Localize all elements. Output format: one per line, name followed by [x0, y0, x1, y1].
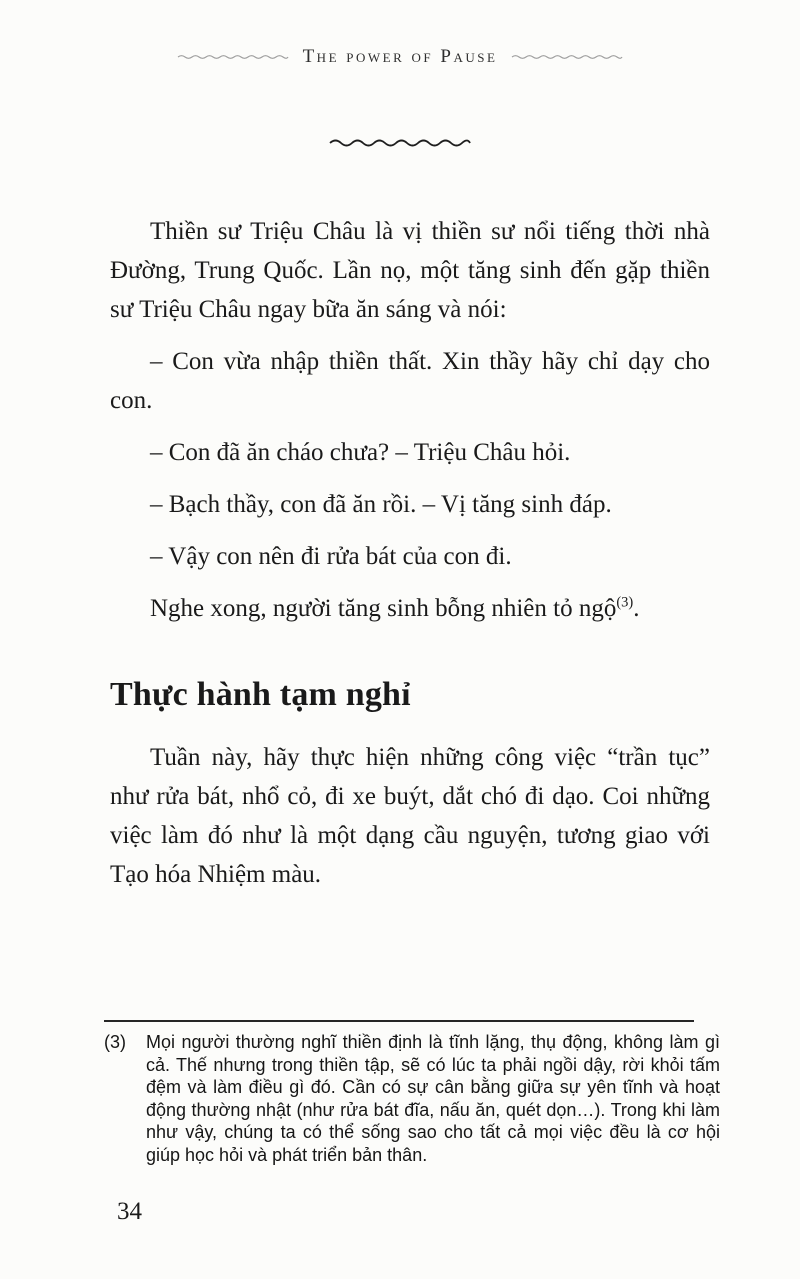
story-paragraph: Thiền sư Triệu Châu là vị thiền sư nổi tiếng thời nhà Đường, Trung Quốc. Lần nọ, một tăng sinh đến gặp thiền sư Triệu Châu ngay bữa ăn sáng và nói:: [110, 218, 710, 323]
footnote-block: [104, 1020, 720, 1166]
closing-text: Nghe xong, người tăng sinh bỗng nhiên tỏ ngộ: [150, 595, 617, 622]
section-ornament: [0, 136, 800, 154]
running-header: [0, 46, 800, 68]
story-closing-line: [110, 589, 710, 628]
header-wave-right-icon: [511, 53, 623, 61]
practice-paragraph: Tuần này, hãy thực hiện những công việc “trần tục” như rửa bát, nhổ cỏ, đi xe buýt, dắt chó đi dạo. Coi những việc làm đó như là một dạng cầu nguyện, tương giao với Tạo hóa Nhiệm màu.: [110, 744, 710, 888]
page-number: 34: [117, 1198, 142, 1225]
body-text: [110, 212, 710, 907]
footnote-row: [104, 1031, 720, 1166]
header-wave-left-icon: [177, 53, 289, 61]
wavy-divider-icon: [329, 137, 471, 149]
closing-period: .: [633, 595, 640, 622]
footnote-text: Mọi người thường nghĩ thiền định là tĩnh lặng, thụ động, không làm gì cả. Thế nhưng trong thiền tập, sẽ có lúc ta phải ngồi dậy, rời khỏi tấm đệm và làm điều gì đó. Cần có sự cân bằng giữa sự yên tĩnh và hoạt động thường nhật (như rửa bát đĩa, nấu ăn, quét dọn…). Trong khi làm như vậy, chúng ta có thể sống sao cho tất cả mọi việc đều là cơ hội giúp học hỏi và phát triển bản thân.: [146, 1032, 720, 1165]
dialogue-paragraph: – Con vừa nhập thiền thất. Xin thầy hãy chỉ dạy cho con.: [110, 348, 710, 414]
dialogue-paragraph: – Con đã ăn cháo chưa? – Triệu Châu hỏi.: [150, 439, 571, 466]
footnote-divider: [104, 1020, 694, 1022]
footnote-ref: (3): [616, 594, 634, 611]
dialogue-paragraph: – Vậy con nên đi rửa bát của con đi.: [150, 543, 512, 570]
dialogue-paragraph: – Bạch thầy, con đã ăn rồi. – Vị tăng sinh đáp.: [150, 491, 612, 518]
running-header-title: The power of Pause: [302, 46, 498, 67]
section-heading: Thực hành tạm nghỉ: [110, 676, 411, 713]
footnote-marker: (3): [104, 1032, 126, 1052]
